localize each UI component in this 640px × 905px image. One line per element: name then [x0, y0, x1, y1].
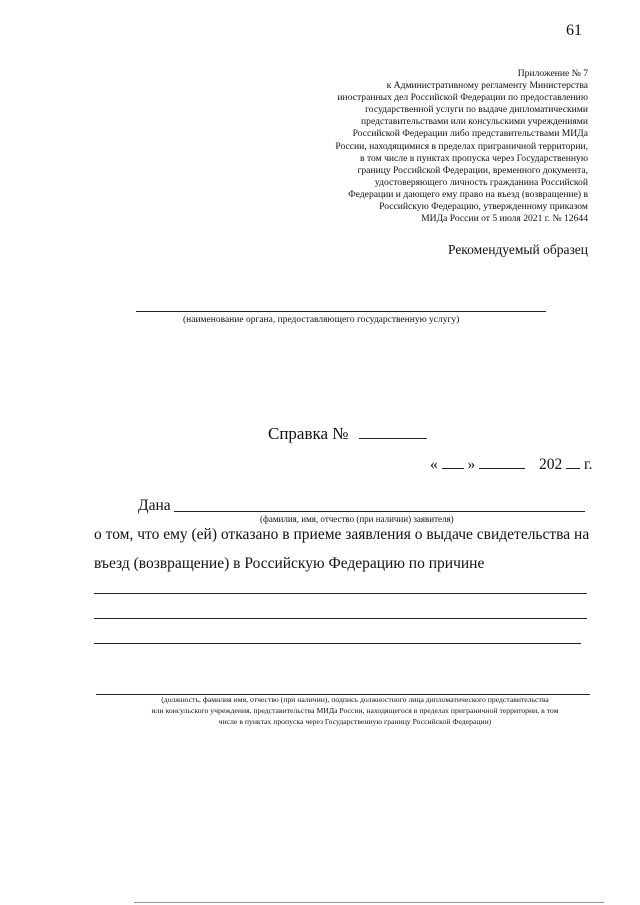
refusal-text-line-2: въезд (возвращение) в Российскую Федерацию по причине — [94, 555, 485, 572]
certificate-title — [268, 424, 427, 444]
applicant-name-caption: (фамилия, имя, отчество (при наличии) заявителя) — [260, 514, 454, 524]
appendix-line: Российской Федерации либо представительствами МИДа — [352, 128, 588, 140]
page-number: 61 — [566, 22, 582, 39]
certificate-number-blank — [359, 424, 427, 439]
appendix-line: МИДа России от 5 июля 2021 г. № 12644 — [421, 213, 588, 225]
appendix-line: границу Российской Федерации, временного документа, — [357, 164, 588, 176]
appendix-header — [258, 68, 588, 225]
appendix-line: Российскую Федерацию, утвержденному приказом — [379, 201, 588, 213]
date-day-blank — [442, 454, 464, 469]
reason-line — [94, 643, 581, 644]
certificate-label: Справка № — [268, 424, 349, 443]
date-month-blank — [479, 454, 525, 469]
reason-line — [94, 618, 587, 619]
date-line — [430, 454, 592, 474]
date-year-prefix: 202 — [539, 456, 563, 473]
date-year-suffix: г. — [584, 456, 593, 473]
given-label: Дана — [138, 497, 171, 514]
appendix-line: России, находящимися в пределах приграничной территории, — [335, 140, 588, 152]
appendix-line: представительствами или консульскими учреждениями — [361, 116, 588, 128]
reason-line — [94, 593, 587, 594]
signature-caption-line: числе в пунктах пропуска через Государственную границу Российской Федерации) — [218, 717, 492, 726]
signature-caption-line: или консульского учреждения, представительства МИДа России, находящегося в пределах приграничной территории, в том — [151, 706, 559, 715]
appendix-line: иностранных дел Российской Федерации по предоставлению — [337, 92, 588, 104]
date-year-blank — [566, 454, 580, 469]
appendix-line: удостоверяющего личность гражданина Российской — [374, 176, 588, 188]
recommended-sample-label: Рекомендуемый образец — [447, 242, 588, 257]
page-bottom-edge — [134, 902, 604, 903]
authority-caption: (наименование органа, предоставляющего государственную услугу) — [183, 315, 460, 325]
appendix-line: Федерации и дающего ему право на въезд (возвращение) в — [348, 188, 588, 200]
authority-line — [136, 311, 546, 312]
date-open-quote: « — [430, 456, 438, 473]
signature-caption-line: (должность, фамилия имя, отчество (при наличии), подпись должностного лица дипломатического представительства — [161, 695, 549, 704]
appendix-line: Приложение № 7 — [517, 68, 588, 79]
date-close-quote: » — [467, 456, 476, 473]
appendix-line: государственной услуги по выдаче дипломатическими — [365, 104, 588, 116]
appendix-line: в том числе в пунктах пропуска через Государственную — [360, 152, 588, 164]
appendix-line: к Административному регламенту Министерства — [386, 80, 588, 92]
applicant-name-line — [174, 511, 585, 512]
signature-caption — [120, 694, 590, 727]
refusal-text-line-1: о том, что ему (ей) отказано в приеме заявления о выдаче свидетельства на — [94, 526, 590, 543]
